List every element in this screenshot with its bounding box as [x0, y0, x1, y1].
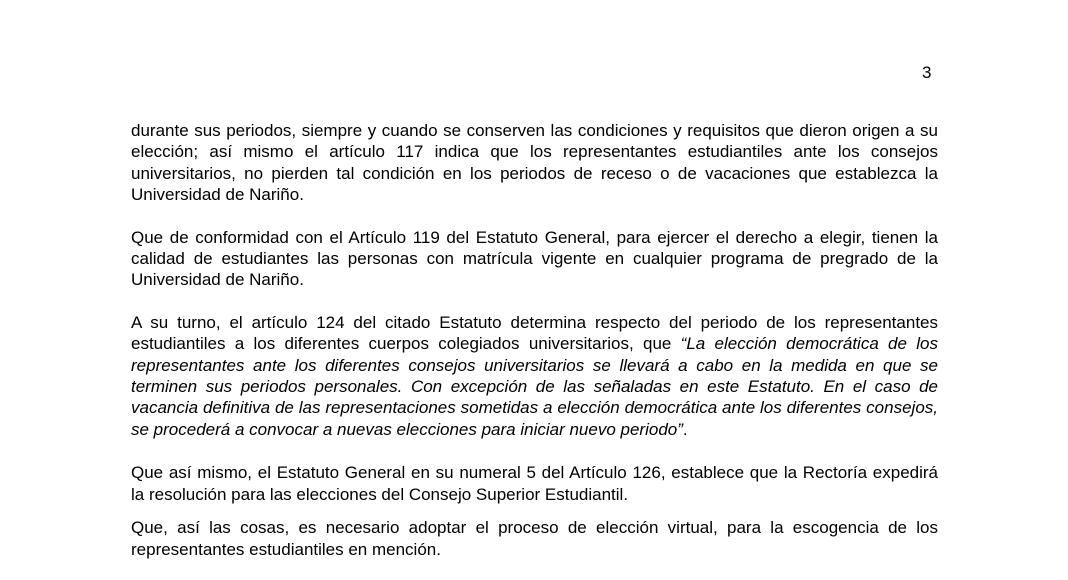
article-124-quote: “La elección democrática de los representantes ante los diferentes consejos universitarios se llevará a cabo en la medida en que se terminen sus periodos personales. Con excepción de las señaladas en este Estatuto. En el caso de vacancia definitiva de las representaciones sometidas a elección democrática ante los diferentes consejos, se procederá a convocar a nuevas elecciones para iniciar nuevo periodo”	[131, 334, 938, 439]
paragraph-periods: durante sus periodos, siempre y cuando se conserven las condiciones y requisitos que dieron origen a su elección; así mismo el artículo 117 indica que los representantes estudiantiles ante los consejos universitarios, no pierden tal condición en los periodos de receso o de vacaciones que establezca la Universidad de Nariño.	[131, 121, 938, 205]
paragraph-article-124	[131, 312, 938, 440]
paragraph-article-119: Que de conformidad con el Artículo 119 del Estatuto General, para ejercer el derecho a elegir, tienen la calidad de estudiantes las personas con matrícula vigente en cualquier programa de pregrado de la Universidad de Nariño.	[131, 227, 938, 290]
paragraph-virtual-election: Que, así las cosas, es necesario adoptar el proceso de elección virtual, para la escogencia de los representantes estudiantiles en mención.	[131, 518, 938, 559]
paragraph-article-126: Que así mismo, el Estatuto General en su numeral 5 del Artículo 126, establece que la Rectoría expedirá la resolución para las elecciones del Consejo Superior Estudiantil.	[131, 463, 938, 504]
article-124-intro: A su turno, el artículo 124 del citado Estatuto determina respecto del periodo de los representantes estudiantiles a los diferentes cuerpos colegiados universitarios, que	[131, 312, 938, 354]
document-body	[131, 120, 938, 560]
article-124-end: .	[682, 419, 688, 439]
page-number: 3	[922, 63, 932, 82]
